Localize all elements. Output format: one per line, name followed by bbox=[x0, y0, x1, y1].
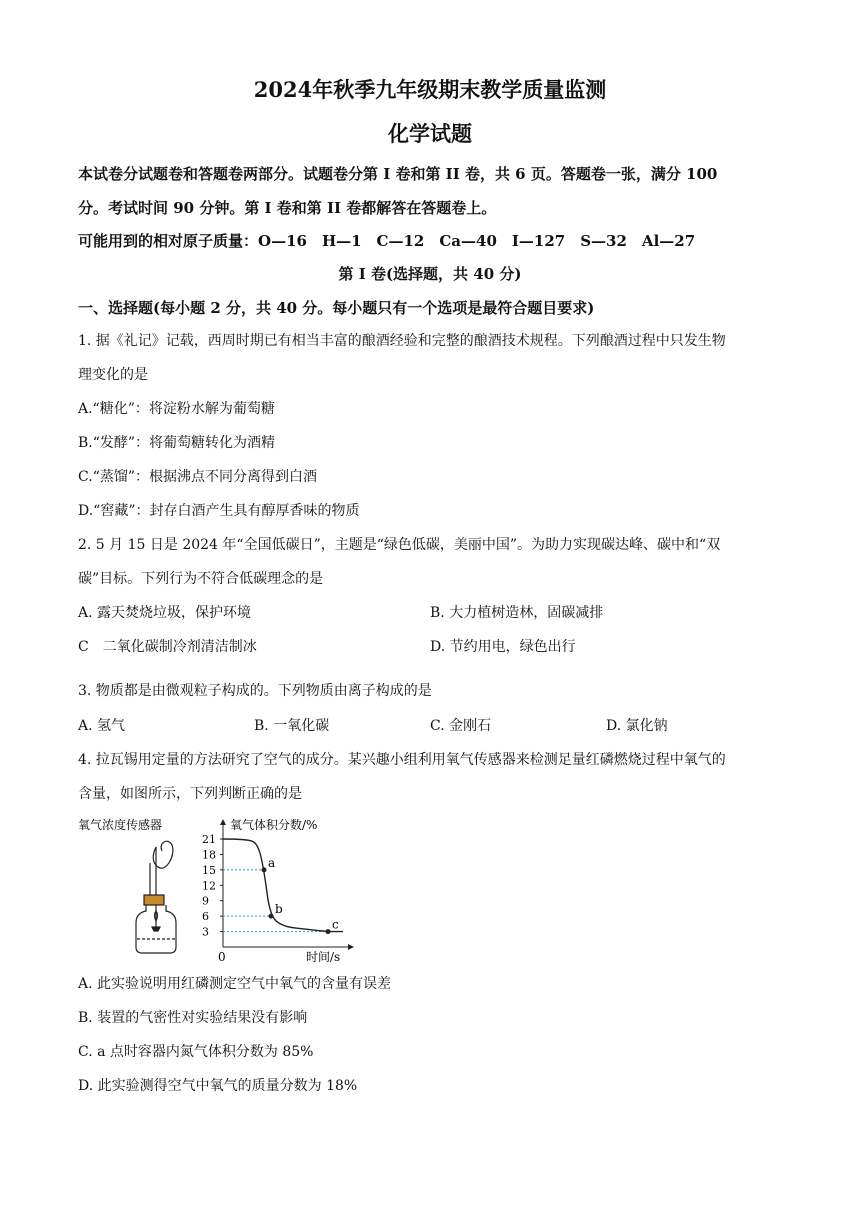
question-4-figure bbox=[78, 815, 358, 965]
y-tick-label: 15 bbox=[202, 863, 216, 877]
y-tick-label: 9 bbox=[202, 894, 209, 908]
question-2-stem-cont: 碳”目标。下列行为不符合低碳理念的是 bbox=[78, 571, 324, 587]
point-a bbox=[262, 867, 267, 872]
atomic-masses: 可能用到的相对原子质量：O—16 H—1 C—12 Ca—40 I—127 S—32 Al—27 bbox=[78, 232, 696, 250]
exam-subtitle: 化学试题 bbox=[388, 121, 472, 146]
question-4-option-a: A. 此实验说明用红磷测定空气中氧气的含量有误差 bbox=[78, 976, 392, 992]
y-tick-label: 18 bbox=[202, 848, 216, 862]
question-1-option-b: B.“发酵”：将葡萄糖转化为酒精 bbox=[78, 435, 276, 451]
y-tick-label: 6 bbox=[202, 910, 209, 924]
point-label-c: c bbox=[332, 917, 339, 932]
intro-line-2: 分。考试时间 90 分钟。第 I 卷和第 II 卷都解答在答题卷上。 bbox=[78, 199, 497, 217]
question-2-option-c: C 二氧化碳制冷剂清洁制冰 bbox=[78, 639, 257, 655]
question-1-option-c: C.“蒸馏”：根据沸点不同分离得到白酒 bbox=[78, 469, 317, 485]
question-3-option-c: C. 金刚石 bbox=[430, 718, 492, 734]
question-4-option-c: C. a 点时容器内氮气体积分数为 85% bbox=[78, 1044, 314, 1060]
point-c bbox=[326, 929, 331, 934]
question-2-option-b: B. 大力植树造林，固碳减排 bbox=[430, 605, 604, 621]
question-2-option-a: A. 露天焚烧垃圾，保护环境 bbox=[78, 605, 252, 621]
question-3-stem: 3. 物质都是由微观粒子构成的。下列物质由离子构成的是 bbox=[78, 683, 432, 699]
question-4-option-d: D. 此实验测得空气中氧气的质量分数为 18% bbox=[78, 1078, 358, 1094]
section-heading: 一、选择题(每小题 2 分，共 40 分。每小题只有一个选项是最符合题目要求) bbox=[78, 299, 595, 317]
point-label-a: a bbox=[268, 855, 276, 870]
question-4-option-b: B. 装置的气密性对实验结果没有影响 bbox=[78, 1010, 308, 1026]
y-ticks bbox=[202, 833, 223, 939]
question-1-stem-cont: 理变化的是 bbox=[78, 367, 148, 383]
exam-title: 2024年秋季九年级期末教学质量监测 bbox=[253, 77, 607, 102]
point-label-b: b bbox=[275, 902, 283, 917]
chart-area bbox=[202, 817, 354, 964]
x-axis-label: 时间/s bbox=[306, 950, 341, 964]
guide-lines bbox=[223, 870, 328, 932]
y-axis-arrow bbox=[220, 819, 226, 825]
question-4-stem-cont: 含量，如图所示，下列判断正确的是 bbox=[78, 786, 302, 802]
question-3-option-b: B. 一氧化碳 bbox=[254, 718, 330, 734]
y-tick-label: 12 bbox=[202, 879, 216, 893]
y-tick-label: 3 bbox=[202, 925, 209, 939]
question-3-option-d: D. 氯化钠 bbox=[606, 718, 668, 734]
curve-points bbox=[262, 856, 340, 934]
apparatus-icon bbox=[136, 841, 176, 953]
question-3-option-a: A. 氢气 bbox=[78, 718, 126, 734]
point-b bbox=[269, 914, 274, 919]
question-1-option-d: D.“窖藏”：封存白酒产生具有醇厚香味的物质 bbox=[78, 503, 360, 519]
origin-label: 0 bbox=[218, 950, 226, 964]
intro-line-1: 本试卷分试题卷和答题卷两部分。试题卷分第 I 卷和第 II 卷，共 6 页。答题卷一张，满分 100 bbox=[78, 165, 718, 183]
oxygen-chart-svg bbox=[78, 815, 358, 965]
oxygen-curve bbox=[223, 839, 343, 932]
question-1-option-a: A.“糖化”：将淀粉水解为葡萄糖 bbox=[78, 401, 275, 417]
y-axis-label: 氧气体积分数/% bbox=[230, 818, 318, 832]
y-tick-label: 21 bbox=[202, 833, 216, 846]
x-axis-arrow bbox=[348, 944, 354, 950]
sensor-label: 氧气浓度传感器 bbox=[78, 818, 163, 832]
question-2-option-d: D. 节约用电，绿色出行 bbox=[430, 639, 576, 655]
question-4-stem: 4. 拉瓦锡用定量的方法研究了空气的成分。某兴趣小组利用氧气传感器来检测足量红磷燃烧过程中氧气的 bbox=[78, 752, 726, 768]
part-title: 第 I 卷(选择题，共 40 分) bbox=[338, 265, 522, 283]
question-1-stem: 1. 据《礼记》记载，西周时期已有相当丰富的酿酒经验和完整的酿酒技术规程。下列酿酒过程中只发生物 bbox=[78, 333, 726, 349]
question-2-stem: 2. 5 月 15 日是 2024 年“全国低碳日”，主题是“绿色低碳，美丽中国”。为助力实现碳达峰、碳中和“双 bbox=[78, 537, 721, 553]
